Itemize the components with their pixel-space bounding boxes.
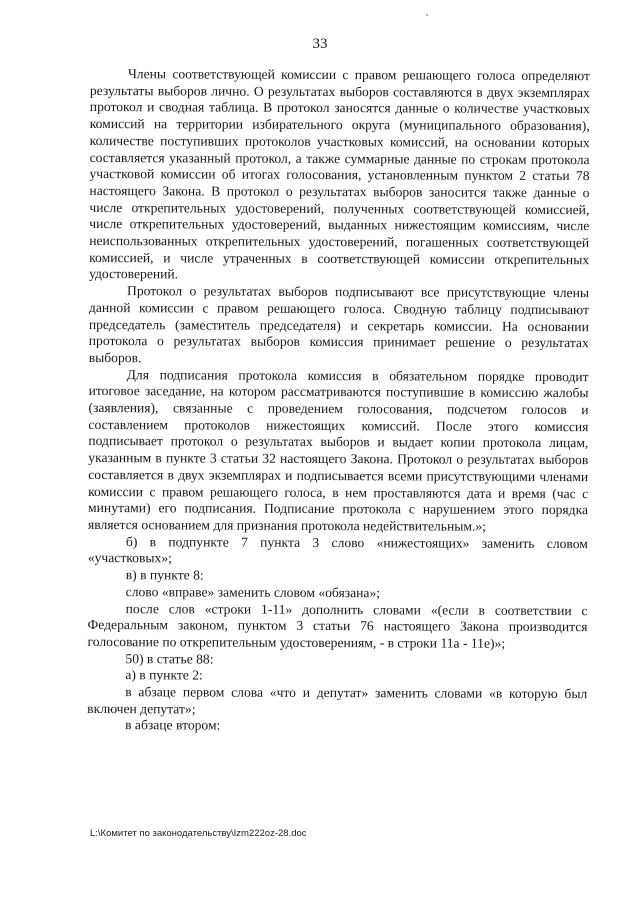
paragraph: слово «вправе» заменить словом «обязана»; [125, 583, 381, 601]
paragraph: в) в пункте 8: [125, 567, 204, 583]
paragraph: Протокол о результатах выборов подписывают все присутствующие члены данной комиссии с правом решающего голоса. Сводную таблицу подписывают председатель (заместитель председателя) и секретарь комиссии. На основании протокола о результатах выборов комиссия принимает решение о результатах выборов. [88, 283, 590, 366]
paragraph: после слов «строки 1-11» дополнить словами «(если в соответствии с Федеральным законом, пунктом 3 статьи 76 настоящего Закона производится голосование по открепительным удостоверениям, - в строки 11а - 11е)»; [87, 600, 588, 651]
scan-speck [426, 14, 428, 16]
paragraph: Члены соответствующей комиссии с правом решающего голоса определяют результаты выборов лично. О результатах выборов составляются в двух экземплярах протокол и сводная таблица. В протокол заносятся данные о количестве участковых комиссий на территории избирательного округа (муниципального образования), количестве поступивших протоколов участковых комиссий, на основании которых составляется указанный протокол, а также суммарные данные по строкам протокола участковой комиссии об итогах голосования, установленным пунктом 2 статьи 78 настоящего Закона. В протокол о результатах выборов заносится также данные о числе открепительных удостоверений, полученных соответствующей комиссией, числе открепительных удостоверений, выданных нижестоящим комиссиям, числе неиспользованных открепительных удостоверений, погашенных соответствующей комиссией, и числе утраченных в соответствующей комиссии открепительных удостоверений. [89, 66, 590, 282]
paragraph: б) в подпункте 7 пункта 3 слово «нижестоящих» заменить словом «участковых»; [87, 533, 588, 566]
paragraph: Для подписания протокола комиссия в обязательном порядке проводит итоговое заседание, на котором рассматриваются поступившие в комиссию жалобы (заявления), связанные с проведением голосования, подсчетом голосов и составлением протоколов нижестоящих комиссий. После этого комиссия подписывает протокол о результатах выборов и выдает копии протокола лицам, указанным в пункте 3 статьи 32 настоящего Закона. Протокол о результатах выборов составляется в двух экземплярах и подписывается всеми присутствующими членами комиссии с правом решающего голоса, в нем проставляются дата и время (час с минутами) его подписания. Подписание протокола с нарушением этого порядка является основанием для признания протокола недействительным.»; [87, 366, 589, 534]
paragraph: в абзаце втором: [125, 717, 221, 733]
paragraph: в абзаце первом слова «что и депутат» заменить словами «в которую был включен депутат»; [87, 684, 588, 717]
paragraph: 50) в статье 88: [125, 650, 214, 667]
footer-file-path: L:\Комитет по законодательству\Izm222oz-28.doc [90, 828, 307, 839]
paragraph: а) в пункте 2: [125, 667, 203, 683]
page-number: 33 [312, 36, 328, 52]
document-body [87, 66, 590, 736]
